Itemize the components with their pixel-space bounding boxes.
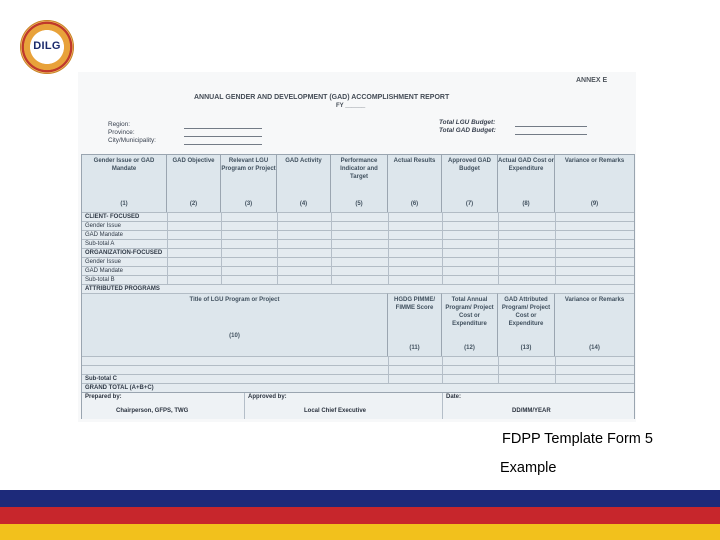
dilg-logo bbox=[20, 20, 74, 74]
row-subtotal-c: Sub-total C bbox=[82, 374, 634, 383]
signature-block bbox=[82, 392, 634, 419]
header-gender-issue: Gender Issue or GAD Mandate (1) bbox=[82, 155, 167, 212]
grid-line bbox=[442, 212, 443, 284]
header-variance: Variance or Remarks (9) bbox=[555, 155, 634, 212]
row-organization-focused: ORGANIZATION-FOCUSED bbox=[82, 248, 634, 257]
grid-line bbox=[277, 212, 278, 284]
prepared-by-name: Chairperson, GFPS, TWG bbox=[116, 408, 189, 414]
logo-text: DILG bbox=[33, 40, 61, 52]
grid-line bbox=[167, 212, 168, 284]
grid-line bbox=[442, 393, 443, 419]
accomplishment-table bbox=[81, 154, 635, 419]
header-actual-results: Actual Results (6) bbox=[388, 155, 442, 212]
fiscal-year: FY ______ bbox=[336, 103, 366, 109]
annex-label: ANNEX E bbox=[576, 77, 608, 84]
approved-by-label: Approved by: bbox=[248, 394, 287, 400]
region-label: Region: bbox=[108, 121, 131, 128]
navy-stripe bbox=[0, 490, 720, 507]
lgu-budget-line bbox=[515, 126, 587, 127]
row-gad-mandate-a: GAD Mandate bbox=[82, 230, 634, 239]
header-lgu-program: Relevant LGU Program or Project (3) bbox=[221, 155, 277, 212]
prepared-by-label: Prepared by: bbox=[85, 394, 122, 400]
header-total-annual-cost: Total Annual Program/ Project Cost or Expenditure (12) bbox=[442, 293, 498, 356]
gad-budget-line bbox=[515, 134, 587, 135]
province-line bbox=[184, 136, 262, 137]
header-actual-cost: Actual GAD Cost or Expenditure (8) bbox=[498, 155, 555, 212]
row-gender-issue-a: Gender Issue bbox=[82, 221, 634, 230]
grid-line bbox=[221, 212, 222, 284]
yellow-stripe bbox=[0, 524, 720, 540]
caption-example: Example bbox=[500, 460, 557, 476]
row-client-focused: CLIENT- FOCUSED bbox=[82, 212, 634, 221]
grid-line bbox=[388, 212, 389, 284]
caption-form-title: FDPP Template Form 5 bbox=[502, 431, 653, 447]
red-stripe bbox=[0, 507, 720, 524]
header-variance-remarks: Variance or Remarks (14) bbox=[555, 293, 634, 356]
gad-report-document bbox=[78, 72, 636, 422]
row-grand-total: GRAND TOTAL (A+B+C) bbox=[82, 383, 634, 392]
lgu-budget-label: Total LGU Budget: bbox=[439, 119, 496, 126]
date-format: DD/MM/YEAR bbox=[512, 408, 551, 414]
row-attributed-programs: ATTRIBUTED PROGRAMS bbox=[82, 284, 634, 293]
blank-row bbox=[82, 365, 634, 374]
row-gender-issue-b: Gender Issue bbox=[82, 257, 634, 266]
blank-row bbox=[82, 356, 634, 365]
header-approved-budget: Approved GAD Budget (7) bbox=[442, 155, 498, 212]
header-gad-attributed-cost: GAD Attributed Program/ Project Cost or Expenditure (13) bbox=[498, 293, 555, 356]
header-gad-objective: GAD Objective (2) bbox=[167, 155, 221, 212]
grid-line bbox=[244, 393, 245, 419]
report-title: ANNUAL GENDER AND DEVELOPMENT (GAD) ACCOMPLISHMENT REPORT bbox=[194, 94, 450, 101]
header-performance: Performance Indicator and Target (5) bbox=[331, 155, 388, 212]
approved-by-name: Local Chief Executive bbox=[304, 408, 367, 414]
grid-line bbox=[555, 212, 556, 284]
gad-budget-label: Total GAD Budget: bbox=[439, 127, 496, 134]
city-line bbox=[184, 144, 262, 145]
row-subtotal-a: Sub-total A bbox=[82, 239, 634, 248]
province-label: Province: bbox=[108, 129, 135, 136]
header-hgdg-score: HGDG PIMME/ FIMME Score (11) bbox=[388, 293, 442, 356]
grid-line bbox=[498, 212, 499, 284]
city-label: City/Municipality: bbox=[108, 137, 156, 144]
row-subtotal-b: Sub-total B bbox=[82, 275, 634, 284]
grid-line bbox=[331, 212, 332, 284]
header-title-lgu-program: Title of LGU Program or Project (10) bbox=[82, 293, 388, 356]
row-gad-mandate-b: GAD Mandate bbox=[82, 266, 634, 275]
header-gad-activity: GAD Activity (4) bbox=[277, 155, 331, 212]
date-label: Date: bbox=[446, 394, 462, 400]
region-line bbox=[184, 128, 262, 129]
